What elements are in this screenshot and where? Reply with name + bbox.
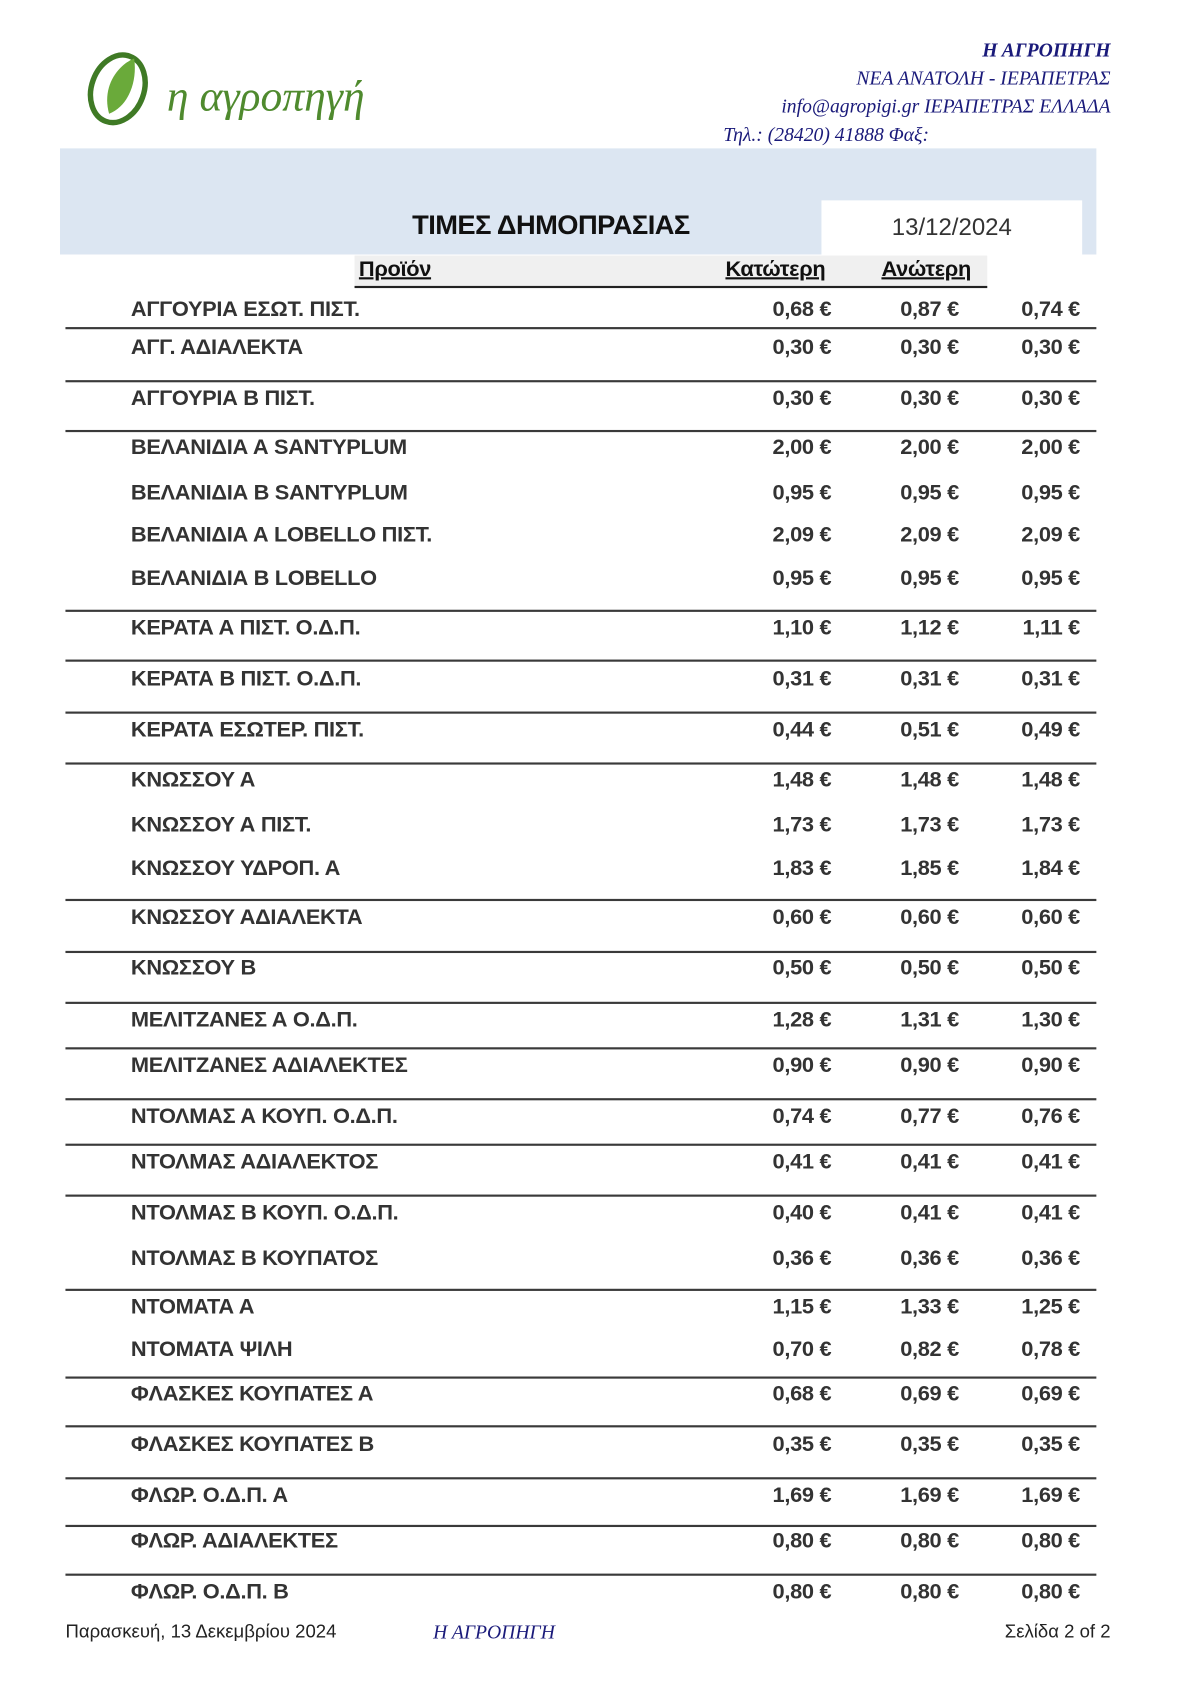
average-price: 0,41 € <box>1021 1150 1080 1174</box>
low-price: 1,69 € <box>772 1483 832 1508</box>
product-name: ΑΓΓΟΥΡΙΑ Β ΠΙΣΤ. <box>130 386 315 411</box>
column-header-low: Κατώτερη <box>725 257 826 282</box>
average-price: 0,78 € <box>1021 1337 1080 1362</box>
high-price: 1,31 € <box>900 1008 959 1033</box>
low-price: 0,80 € <box>772 1529 832 1554</box>
product-name: ΝΤΟΜΑΤΑ ΨΙΛΗ <box>130 1337 293 1362</box>
low-price: 0,41 € <box>772 1150 832 1174</box>
average-price: 0,35 € <box>1021 1432 1080 1457</box>
product-name: ΦΛΩΡ. ΑΔΙΑΛΕΚΤΕΣ <box>130 1529 338 1554</box>
high-price: 0,82 € <box>900 1337 959 1362</box>
average-price: 0,95 € <box>1021 480 1080 505</box>
low-price: 1,73 € <box>772 813 832 838</box>
high-price: 0,69 € <box>900 1381 959 1406</box>
high-price: 0,36 € <box>900 1246 959 1271</box>
low-price: 1,28 € <box>772 1008 832 1033</box>
low-price: 1,10 € <box>772 616 832 641</box>
product-name: ΒΕΛΑΝΙΔΙΑ Β SANTYPLUM <box>130 480 408 505</box>
row-divider <box>65 1574 1096 1576</box>
average-price: 1,48 € <box>1021 767 1080 792</box>
table-row <box>0 431 1200 463</box>
table-row <box>0 1525 1200 1557</box>
table-row <box>0 1428 1200 1460</box>
average-price: 1,11 € <box>1022 616 1080 641</box>
average-price: 0,69 € <box>1021 1381 1080 1406</box>
row-divider <box>65 660 1096 662</box>
table-row <box>0 952 1200 984</box>
low-price: 0,95 € <box>772 566 832 591</box>
high-price: 2,00 € <box>900 435 959 460</box>
average-price: 2,00 € <box>1021 435 1080 460</box>
product-name: ΒΕΛΑΝΙΔΙΑ Α SANTYPLUM <box>130 435 407 460</box>
table-row <box>0 764 1200 796</box>
average-price: 0,80 € <box>1021 1529 1080 1554</box>
table-row <box>0 1291 1200 1323</box>
table-row <box>0 714 1200 746</box>
product-name: ΝΤΟΜΑΤΑ Α <box>130 1295 255 1320</box>
low-price: 0,90 € <box>772 1053 832 1078</box>
row-divider <box>65 712 1096 714</box>
table-row <box>0 852 1200 884</box>
row-divider <box>65 951 1096 953</box>
company-email: info@agropigi.gr ΙΕΡΑΠΕΤΡΑΣ ΕΛΛΑΔΑ <box>781 95 1111 117</box>
svg-text:η αγροπηγή: η αγροπηγή <box>166 72 365 121</box>
table-row <box>0 1333 1200 1365</box>
average-price: 0,30 € <box>1021 386 1080 411</box>
low-price: 0,40 € <box>772 1201 832 1225</box>
average-price: 0,76 € <box>1021 1104 1080 1129</box>
average-price: 0,80 € <box>1021 1580 1080 1604</box>
average-price: 0,90 € <box>1021 1053 1080 1078</box>
table-row <box>0 901 1200 933</box>
low-price: 0,44 € <box>772 718 832 742</box>
table-row <box>0 1004 1200 1036</box>
product-name: ΚΝΩΣΣΟΥ ΥΔΡΟΠ. Α <box>130 856 341 881</box>
row-divider <box>65 327 1096 329</box>
row-divider <box>65 430 1096 432</box>
table-row <box>0 293 1200 325</box>
row-divider <box>65 1289 1096 1291</box>
high-price: 0,31 € <box>900 667 959 691</box>
low-price: 0,60 € <box>772 905 832 930</box>
low-price: 1,83 € <box>772 856 832 881</box>
low-price: 0,31 € <box>772 667 832 691</box>
average-price: 0,74 € <box>1021 297 1080 322</box>
table-row <box>0 663 1200 695</box>
row-divider <box>65 1525 1096 1527</box>
company-name: Η ΑΓΡΟΠΗΓΗ <box>982 38 1111 61</box>
high-price: 0,87 € <box>900 297 959 322</box>
product-name: ΒΕΛΑΝΙΔΙΑ Α LOBELLO ΠΙΣΤ. <box>130 523 432 547</box>
high-price: 2,09 € <box>900 523 959 547</box>
company-address: ΝΕΑ ΑΝΑΤΟΛΗ - ΙΕΡΑΠΕΤΡΑΣ <box>856 67 1111 89</box>
high-price: 1,12 € <box>900 616 959 641</box>
table-row <box>0 477 1200 509</box>
average-price: 0,50 € <box>1021 956 1080 981</box>
low-price: 0,80 € <box>772 1580 832 1604</box>
page-title: ΤΙΜΕΣ ΔΗΜΟΠΡΑΣΙΑΣ <box>412 210 690 241</box>
average-price: 0,60 € <box>1021 905 1080 930</box>
high-price: 1,33 € <box>900 1295 959 1320</box>
high-price: 0,35 € <box>900 1432 959 1457</box>
row-divider <box>65 899 1096 901</box>
low-price: 0,70 € <box>772 1337 832 1362</box>
average-price: 1,25 € <box>1021 1295 1080 1320</box>
product-name: ΝΤΟΛΜΑΣ Β ΚΟΥΠ. Ο.Δ.Π. <box>130 1201 399 1225</box>
product-name: ΝΤΟΛΜΑΣ Α ΚΟΥΠ. Ο.Δ.Π. <box>130 1104 398 1129</box>
average-price: 0,49 € <box>1021 718 1080 742</box>
high-price: 0,95 € <box>900 566 959 591</box>
high-price: 0,90 € <box>900 1053 959 1078</box>
table-row <box>0 1242 1200 1274</box>
low-price: 0,36 € <box>772 1246 832 1271</box>
low-price: 0,30 € <box>772 386 832 411</box>
average-price: 1,30 € <box>1021 1008 1080 1033</box>
high-price: 1,48 € <box>900 767 959 792</box>
product-name: ΚΝΩΣΣΟΥ ΑΔΙΑΛΕΚΤΑ <box>130 905 363 930</box>
high-price: 0,95 € <box>900 480 959 505</box>
product-name: ΚΝΩΣΣΟΥ Α <box>130 767 256 792</box>
product-name: ΦΛΩΡ. Ο.Δ.Π. Α <box>130 1483 288 1508</box>
row-divider <box>65 1047 1096 1049</box>
table-row <box>0 809 1200 841</box>
row-divider <box>65 1477 1096 1479</box>
footer-company: Η ΑΓΡΟΠΗΓΗ <box>433 1621 555 1643</box>
table-row <box>0 331 1200 363</box>
low-price: 0,68 € <box>772 297 832 322</box>
row-divider <box>65 1425 1096 1427</box>
product-name: ΚΝΩΣΣΟΥ Α ΠΙΣΤ. <box>130 813 312 838</box>
company-logo <box>85 43 401 135</box>
row-divider <box>65 1195 1096 1197</box>
product-name: ΜΕΛΙΤΖΑΝΕΣ ΑΔΙΑΛΕΚΤΕΣ <box>130 1053 408 1078</box>
table-row <box>0 1576 1200 1608</box>
product-name: ΦΛΩΡ. Ο.Δ.Π. Β <box>130 1580 289 1604</box>
low-price: 0,30 € <box>772 335 832 360</box>
low-price: 2,09 € <box>772 523 832 547</box>
product-name: ΝΤΟΛΜΑΣ ΑΔΙΑΛΕΚΤΟΣ <box>130 1150 379 1174</box>
high-price: 0,50 € <box>900 956 959 981</box>
product-name: ΦΛΑΣΚΕΣ ΚΟΥΠΑΤΕΣ Α <box>130 1381 374 1406</box>
row-divider <box>65 1144 1096 1146</box>
row-divider <box>65 762 1096 764</box>
average-price: 0,95 € <box>1021 566 1080 591</box>
column-header-product: Προϊόν <box>358 257 432 282</box>
column-header-high: Ανώτερη <box>881 257 971 282</box>
product-name: ΜΕΛΙΤΖΑΝΕΣ Α Ο.Δ.Π. <box>130 1008 358 1033</box>
high-price: 1,69 € <box>900 1483 959 1508</box>
footer-page-number: Σελίδα 2 of 2 <box>1004 1621 1111 1642</box>
high-price: 0,80 € <box>900 1580 959 1604</box>
high-price: 1,85 € <box>900 856 959 881</box>
product-name: ΚΕΡΑΤΑ Β ΠΙΣΤ. Ο.Δ.Π. <box>130 667 362 691</box>
average-price: 0,41 € <box>1021 1201 1080 1225</box>
row-divider <box>65 1376 1096 1378</box>
low-price: 1,48 € <box>772 767 832 792</box>
average-price: 1,69 € <box>1021 1483 1080 1508</box>
average-price: 2,09 € <box>1021 523 1080 547</box>
table-row <box>0 1479 1200 1511</box>
product-name: ΑΓΓΟΥΡΙΑ ΕΣΩΤ. ΠΙΣΤ. <box>130 297 360 322</box>
table-row <box>0 1197 1200 1229</box>
product-name: ΚΝΩΣΣΟΥ Β <box>130 956 256 981</box>
high-price: 0,30 € <box>900 335 959 360</box>
product-name: ΒΕΛΑΝΙΔΙΑ Β LOBELLO <box>130 566 377 591</box>
row-divider <box>65 1098 1096 1100</box>
low-price: 0,68 € <box>772 1381 832 1406</box>
low-price: 1,15 € <box>772 1295 832 1320</box>
company-phone: Τηλ.: (28420) 41888 Φαξ: <box>723 123 929 146</box>
table-row <box>0 1146 1200 1178</box>
high-price: 0,80 € <box>900 1529 959 1554</box>
average-price: 1,84 € <box>1021 856 1080 881</box>
high-price: 0,51 € <box>900 718 959 742</box>
auction-date: 13/12/2024 <box>821 200 1082 254</box>
table-row <box>0 519 1200 551</box>
product-name: ΦΛΑΣΚΕΣ ΚΟΥΠΑΤΕΣ Β <box>130 1432 374 1457</box>
low-price: 0,95 € <box>772 480 832 505</box>
low-price: 0,35 € <box>772 1432 832 1457</box>
table-row <box>0 382 1200 414</box>
average-price: 1,73 € <box>1021 813 1080 838</box>
product-name: ΝΤΟΛΜΑΣ Β ΚΟΥΠΑΤΟΣ <box>130 1246 378 1271</box>
product-name: ΚΕΡΑΤΑ ΕΣΩΤΕΡ. ΠΙΣΤ. <box>130 718 364 742</box>
table-row <box>0 612 1200 644</box>
high-price: 1,73 € <box>900 813 959 838</box>
product-name: ΑΓΓ. ΑΔΙΑΛΕΚΤΑ <box>130 335 303 360</box>
low-price: 0,50 € <box>772 956 832 981</box>
table-row <box>0 1100 1200 1132</box>
high-price: 0,30 € <box>900 386 959 411</box>
row-divider <box>65 610 1096 612</box>
table-row <box>0 1049 1200 1081</box>
average-price: 0,30 € <box>1021 335 1080 360</box>
high-price: 0,41 € <box>900 1201 959 1225</box>
low-price: 0,74 € <box>772 1104 832 1129</box>
high-price: 0,77 € <box>900 1104 959 1129</box>
table-row <box>0 562 1200 594</box>
average-price: 0,31 € <box>1021 667 1080 691</box>
table-row <box>0 1378 1200 1410</box>
row-divider <box>65 1002 1096 1004</box>
row-divider <box>65 380 1096 382</box>
footer-date: Παρασκευή, 13 Δεκεμβρίου 2024 <box>65 1621 337 1642</box>
average-price: 0,36 € <box>1021 1246 1080 1271</box>
high-price: 0,60 € <box>900 905 959 930</box>
high-price: 0,41 € <box>900 1150 959 1174</box>
low-price: 2,00 € <box>772 435 832 460</box>
product-name: ΚΕΡΑΤΑ Α ΠΙΣΤ. Ο.Δ.Π. <box>130 616 361 641</box>
